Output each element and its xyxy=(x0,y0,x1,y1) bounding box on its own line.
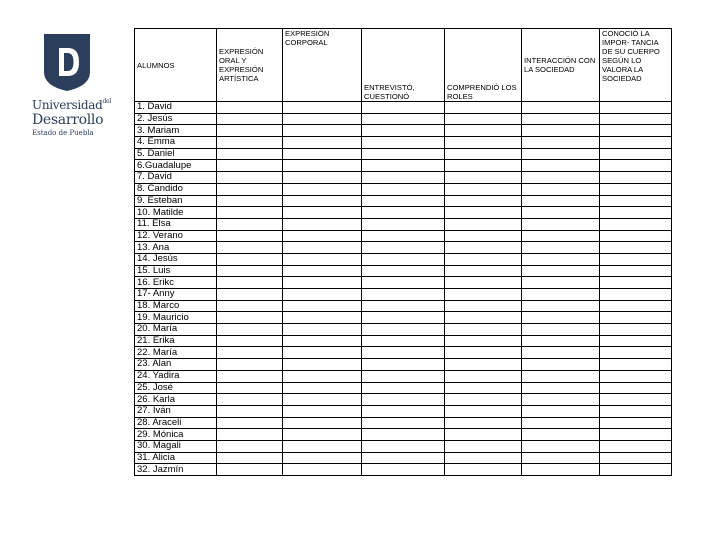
evaluation-cell[interactable] xyxy=(283,440,362,452)
evaluation-cell[interactable] xyxy=(445,113,522,125)
evaluation-cell[interactable] xyxy=(445,253,522,265)
evaluation-cell[interactable] xyxy=(445,137,522,149)
evaluation-cell[interactable] xyxy=(522,207,600,219)
evaluation-cell[interactable] xyxy=(283,160,362,172)
student-name: 27. Iván xyxy=(135,405,217,417)
evaluation-cell[interactable] xyxy=(445,394,522,406)
evaluation-cell[interactable] xyxy=(283,394,362,406)
evaluation-cell[interactable] xyxy=(217,359,283,371)
evaluation-cell[interactable] xyxy=(445,148,522,160)
evaluation-cell[interactable] xyxy=(217,195,283,207)
student-name: 11. Elsa xyxy=(135,218,217,230)
evaluation-cell[interactable] xyxy=(522,172,600,184)
table-row xyxy=(135,242,672,254)
table-row xyxy=(135,312,672,324)
evaluation-cell[interactable] xyxy=(522,382,600,394)
evaluation-cell[interactable] xyxy=(445,300,522,312)
evaluation-cell[interactable] xyxy=(362,113,445,125)
evaluation-cell[interactable] xyxy=(522,218,600,230)
evaluation-cell[interactable] xyxy=(600,277,672,289)
evaluation-cell[interactable] xyxy=(283,429,362,441)
evaluation-cell[interactable] xyxy=(362,265,445,277)
student-name: 18. Marco xyxy=(135,300,217,312)
evaluation-cell[interactable] xyxy=(362,440,445,452)
evaluation-cell[interactable] xyxy=(217,405,283,417)
evaluation-cell[interactable] xyxy=(283,218,362,230)
student-name: 28. Araceli xyxy=(135,417,217,429)
evaluation-cell[interactable] xyxy=(362,195,445,207)
evaluation-cell[interactable] xyxy=(283,347,362,359)
evaluation-cell[interactable] xyxy=(362,102,445,114)
evaluation-cell[interactable] xyxy=(217,102,283,114)
evaluation-cell[interactable] xyxy=(362,382,445,394)
student-name: 9. Esteban xyxy=(135,195,217,207)
table-row xyxy=(135,195,672,207)
evaluation-cell[interactable] xyxy=(600,359,672,371)
evaluation-cell[interactable] xyxy=(445,183,522,195)
evaluation-cell[interactable] xyxy=(362,312,445,324)
evaluation-cell[interactable] xyxy=(600,195,672,207)
evaluation-cell[interactable] xyxy=(522,113,600,125)
table-row xyxy=(135,335,672,347)
evaluation-cell[interactable] xyxy=(600,429,672,441)
evaluation-cell[interactable] xyxy=(362,429,445,441)
student-name: 25. José xyxy=(135,382,217,394)
evaluation-cell[interactable] xyxy=(217,312,283,324)
evaluation-cell[interactable] xyxy=(217,137,283,149)
evaluation-cell[interactable] xyxy=(522,464,600,476)
evaluation-cell[interactable] xyxy=(362,137,445,149)
table-row xyxy=(135,440,672,452)
evaluation-cell[interactable] xyxy=(362,452,445,464)
student-name: 14. Jesús xyxy=(135,253,217,265)
evaluation-cell[interactable] xyxy=(217,429,283,441)
table-row xyxy=(135,300,672,312)
evaluation-cell[interactable] xyxy=(600,172,672,184)
evaluation-cell[interactable] xyxy=(217,370,283,382)
evaluation-cell[interactable] xyxy=(522,289,600,301)
evaluation-cell[interactable] xyxy=(522,148,600,160)
evaluation-cell[interactable] xyxy=(362,300,445,312)
table-row xyxy=(135,324,672,336)
evaluation-cell[interactable] xyxy=(217,277,283,289)
student-name: 16. Erikc xyxy=(135,277,217,289)
evaluation-cell[interactable] xyxy=(522,429,600,441)
evaluation-cell[interactable] xyxy=(362,464,445,476)
evaluation-cell[interactable] xyxy=(522,405,600,417)
evaluation-cell[interactable] xyxy=(283,335,362,347)
student-name: 8. Candido xyxy=(135,183,217,195)
evaluation-cell[interactable] xyxy=(217,289,283,301)
evaluation-cell[interactable] xyxy=(445,405,522,417)
evaluation-cell[interactable] xyxy=(217,265,283,277)
evaluation-cell[interactable] xyxy=(362,218,445,230)
evaluation-cell[interactable] xyxy=(283,324,362,336)
evaluation-cell[interactable] xyxy=(600,300,672,312)
evaluation-cell[interactable] xyxy=(445,312,522,324)
student-name: 6.Guadalupe xyxy=(135,160,217,172)
table-row xyxy=(135,452,672,464)
evaluation-cell[interactable] xyxy=(283,300,362,312)
evaluation-cell[interactable] xyxy=(283,359,362,371)
table-row xyxy=(135,405,672,417)
student-name: 26. Karla xyxy=(135,394,217,406)
evaluation-cell[interactable] xyxy=(283,452,362,464)
evaluation-cell[interactable] xyxy=(445,382,522,394)
table-row xyxy=(135,148,672,160)
evaluation-cell[interactable] xyxy=(217,464,283,476)
evaluation-cell[interactable] xyxy=(445,347,522,359)
evaluation-cell[interactable] xyxy=(217,382,283,394)
evaluation-cell[interactable] xyxy=(445,370,522,382)
evaluation-cell[interactable] xyxy=(217,148,283,160)
header-interaccion: INTERACCIÓN CON LA SOCIEDAD xyxy=(522,29,600,102)
evaluation-cell[interactable] xyxy=(362,172,445,184)
evaluation-cell[interactable] xyxy=(283,277,362,289)
table-row xyxy=(135,207,672,219)
evaluation-cell[interactable] xyxy=(445,324,522,336)
evaluation-cell[interactable] xyxy=(362,405,445,417)
table-row xyxy=(135,429,672,441)
evaluation-cell[interactable] xyxy=(283,417,362,429)
evaluation-cell[interactable] xyxy=(600,289,672,301)
evaluation-cell[interactable] xyxy=(445,160,522,172)
evaluation-cell[interactable] xyxy=(522,137,600,149)
evaluation-cell[interactable] xyxy=(600,242,672,254)
table-row xyxy=(135,102,672,114)
evaluation-cell[interactable] xyxy=(362,335,445,347)
table-row xyxy=(135,464,672,476)
evaluation-cell[interactable] xyxy=(600,464,672,476)
evaluation-cell[interactable] xyxy=(362,394,445,406)
evaluation-cell[interactable] xyxy=(362,207,445,219)
table-row xyxy=(135,113,672,125)
evaluation-cell[interactable] xyxy=(283,183,362,195)
evaluation-cell[interactable] xyxy=(217,253,283,265)
evaluation-cell[interactable] xyxy=(600,253,672,265)
evaluation-cell[interactable] xyxy=(283,207,362,219)
evaluation-cell[interactable] xyxy=(283,137,362,149)
evaluation-cell[interactable] xyxy=(522,347,600,359)
evaluation-cell[interactable] xyxy=(445,242,522,254)
logo-text-estado: Estado de Puebla xyxy=(32,129,94,137)
evaluation-cell[interactable] xyxy=(283,464,362,476)
table-row xyxy=(135,370,672,382)
student-name: 13. Ana xyxy=(135,242,217,254)
evaluation-cell[interactable] xyxy=(217,324,283,336)
evaluation-cell[interactable] xyxy=(600,347,672,359)
table-row xyxy=(135,417,672,429)
evaluation-cell[interactable] xyxy=(217,113,283,125)
evaluation-cell[interactable] xyxy=(217,300,283,312)
evaluation-cell[interactable] xyxy=(600,324,672,336)
evaluation-cell[interactable] xyxy=(600,335,672,347)
table-row xyxy=(135,125,672,137)
table-row xyxy=(135,382,672,394)
table-row xyxy=(135,172,672,184)
evaluation-cell[interactable] xyxy=(600,230,672,242)
logo-text-universidad: Universidad$^{del}$ xyxy=(32,98,111,112)
student-name: 12. Verano xyxy=(135,230,217,242)
evaluation-cell[interactable] xyxy=(283,230,362,242)
evaluation-cell[interactable] xyxy=(362,289,445,301)
evaluation-cell[interactable] xyxy=(445,335,522,347)
header-entrevisto: ENTREVISTÓ, CUESTIONÓ xyxy=(362,29,445,102)
evaluation-cell[interactable] xyxy=(522,265,600,277)
header-expresion-corporal: EXPRESIÓN CORPORAL xyxy=(283,29,362,102)
student-name: 4. Emma xyxy=(135,137,217,149)
student-name: 5. Daniel xyxy=(135,148,217,160)
evaluation-cell[interactable] xyxy=(522,230,600,242)
evaluation-cell[interactable] xyxy=(522,160,600,172)
student-name: 17- Anny xyxy=(135,289,217,301)
evaluation-cell[interactable] xyxy=(522,183,600,195)
evaluation-cell[interactable] xyxy=(600,265,672,277)
evaluation-cell[interactable] xyxy=(362,359,445,371)
table-row xyxy=(135,394,672,406)
table-row xyxy=(135,265,672,277)
evaluation-cell[interactable] xyxy=(283,289,362,301)
evaluation-cell[interactable] xyxy=(217,347,283,359)
evaluation-cell[interactable] xyxy=(600,160,672,172)
evaluation-cell[interactable] xyxy=(217,452,283,464)
evaluation-cell[interactable] xyxy=(445,195,522,207)
evaluation-cell[interactable] xyxy=(362,160,445,172)
evaluation-cell[interactable] xyxy=(217,160,283,172)
evaluation-cell[interactable] xyxy=(217,242,283,254)
evaluation-cell[interactable] xyxy=(522,125,600,137)
evaluation-cell[interactable] xyxy=(362,242,445,254)
evaluation-cell[interactable] xyxy=(362,277,445,289)
logo-text-desarrollo: Desarrollo xyxy=(32,112,104,128)
table-row xyxy=(135,160,672,172)
student-name: 22. María xyxy=(135,347,217,359)
evaluation-cell[interactable] xyxy=(600,440,672,452)
evaluation-cell[interactable] xyxy=(283,195,362,207)
evaluation-cell[interactable] xyxy=(522,394,600,406)
evaluation-cell[interactable] xyxy=(362,148,445,160)
table-row xyxy=(135,183,672,195)
evaluation-cell[interactable] xyxy=(522,300,600,312)
table-row xyxy=(135,137,672,149)
table-row xyxy=(135,347,672,359)
evaluation-cell[interactable] xyxy=(283,370,362,382)
evaluation-cell[interactable] xyxy=(522,253,600,265)
evaluation-cell[interactable] xyxy=(362,417,445,429)
evaluation-cell[interactable] xyxy=(522,324,600,336)
evaluation-cell[interactable] xyxy=(600,382,672,394)
evaluation-cell[interactable] xyxy=(445,464,522,476)
evaluation-cell[interactable] xyxy=(283,265,362,277)
evaluation-cell[interactable] xyxy=(600,370,672,382)
student-name: 23. Alan xyxy=(135,359,217,371)
evaluation-cell[interactable] xyxy=(445,429,522,441)
student-name: 3. Mariam xyxy=(135,125,217,137)
evaluation-cell[interactable] xyxy=(522,242,600,254)
student-name: 15. Luis xyxy=(135,265,217,277)
evaluation-cell[interactable] xyxy=(217,218,283,230)
table-header-row xyxy=(135,29,672,102)
evaluation-cell[interactable] xyxy=(445,265,522,277)
evaluation-cell[interactable] xyxy=(600,394,672,406)
student-name: 31. Alicia xyxy=(135,452,217,464)
table-row xyxy=(135,218,672,230)
evaluation-cell[interactable] xyxy=(522,417,600,429)
evaluation-cell[interactable] xyxy=(600,148,672,160)
evaluation-cell[interactable] xyxy=(283,102,362,114)
header-comprendio: COMPRENDIÓ LOS ROLES xyxy=(445,29,522,102)
evaluation-cell[interactable] xyxy=(217,125,283,137)
evaluation-cell[interactable] xyxy=(362,370,445,382)
evaluation-cell[interactable] xyxy=(522,312,600,324)
evaluation-cell[interactable] xyxy=(283,172,362,184)
evaluation-cell[interactable] xyxy=(600,137,672,149)
evaluation-cell[interactable] xyxy=(283,382,362,394)
evaluation-cell[interactable] xyxy=(217,183,283,195)
student-rows xyxy=(135,102,672,476)
evaluation-cell[interactable] xyxy=(522,440,600,452)
evaluation-cell[interactable] xyxy=(217,207,283,219)
evaluation-cell[interactable] xyxy=(283,242,362,254)
shield-d-icon xyxy=(42,32,92,92)
header-alumnos: ALUMNOS xyxy=(135,29,217,102)
evaluation-cell[interactable] xyxy=(445,172,522,184)
evaluation-cell[interactable] xyxy=(445,440,522,452)
evaluation-cell[interactable] xyxy=(217,230,283,242)
evaluation-cell[interactable] xyxy=(522,359,600,371)
evaluation-cell[interactable] xyxy=(522,370,600,382)
evaluation-cell[interactable] xyxy=(217,172,283,184)
student-name: 30. Magali xyxy=(135,440,217,452)
header-conocio: CONOCIÓ LA IMPOR- TANCIA DE SU CUERPO SEGÚN LO VALORA LA SOCIEDAD xyxy=(600,29,672,102)
student-name: 7. David xyxy=(135,172,217,184)
evaluation-cell[interactable] xyxy=(217,440,283,452)
evaluation-cell[interactable] xyxy=(283,312,362,324)
table-row xyxy=(135,289,672,301)
table-row xyxy=(135,253,672,265)
evaluation-cell[interactable] xyxy=(522,195,600,207)
evaluation-cell[interactable] xyxy=(445,277,522,289)
table-row xyxy=(135,230,672,242)
student-name: 2. Jesús xyxy=(135,113,217,125)
evaluation-cell[interactable] xyxy=(445,230,522,242)
student-name: 20. María xyxy=(135,324,217,336)
evaluation-cell[interactable] xyxy=(522,102,600,114)
header-expresion-oral: EXPRESIÓN ORAL Y EXPRESIÓN ARTÍSTICA xyxy=(217,29,283,102)
student-name: 32. Jazmín xyxy=(135,464,217,476)
evaluation-cell[interactable] xyxy=(522,335,600,347)
evaluation-cell[interactable] xyxy=(522,452,600,464)
student-name: 1. David xyxy=(135,102,217,114)
evaluation-cell[interactable] xyxy=(217,394,283,406)
evaluation-cell[interactable] xyxy=(445,218,522,230)
evaluation-cell[interactable] xyxy=(600,218,672,230)
evaluation-cell[interactable] xyxy=(283,125,362,137)
evaluation-cell[interactable] xyxy=(283,113,362,125)
evaluation-cell[interactable] xyxy=(600,102,672,114)
evaluation-cell[interactable] xyxy=(362,324,445,336)
evaluation-cell[interactable] xyxy=(362,183,445,195)
evaluation-cell[interactable] xyxy=(445,125,522,137)
evaluation-cell[interactable] xyxy=(600,417,672,429)
table-row xyxy=(135,277,672,289)
evaluation-cell[interactable] xyxy=(283,253,362,265)
evaluation-cell[interactable] xyxy=(600,405,672,417)
evaluation-cell[interactable] xyxy=(600,113,672,125)
evaluation-cell[interactable] xyxy=(445,417,522,429)
evaluation-cell[interactable] xyxy=(600,207,672,219)
evaluation-table xyxy=(134,28,672,476)
student-name: 19. Mauricio xyxy=(135,312,217,324)
evaluation-cell[interactable] xyxy=(362,230,445,242)
evaluation-cell[interactable] xyxy=(600,183,672,195)
evaluation-cell[interactable] xyxy=(283,405,362,417)
student-name: 21. Erika xyxy=(135,335,217,347)
evaluation-cell[interactable] xyxy=(217,335,283,347)
evaluation-cell[interactable] xyxy=(600,312,672,324)
evaluation-cell[interactable] xyxy=(445,289,522,301)
table-row xyxy=(135,359,672,371)
evaluation-cell[interactable] xyxy=(522,277,600,289)
evaluation-cell[interactable] xyxy=(362,253,445,265)
evaluation-cell[interactable] xyxy=(217,417,283,429)
evaluation-cell[interactable] xyxy=(600,452,672,464)
evaluation-cell[interactable] xyxy=(362,125,445,137)
evaluation-cell[interactable] xyxy=(362,347,445,359)
university-logo xyxy=(30,32,111,142)
student-name: 24. Yadira xyxy=(135,370,217,382)
evaluation-cell[interactable] xyxy=(445,102,522,114)
evaluation-cell[interactable] xyxy=(600,125,672,137)
evaluation-cell[interactable] xyxy=(445,359,522,371)
evaluation-cell[interactable] xyxy=(445,452,522,464)
evaluation-cell[interactable] xyxy=(445,207,522,219)
student-name: 29. Mónica xyxy=(135,429,217,441)
student-name: 10. Matilde xyxy=(135,207,217,219)
evaluation-cell[interactable] xyxy=(283,148,362,160)
